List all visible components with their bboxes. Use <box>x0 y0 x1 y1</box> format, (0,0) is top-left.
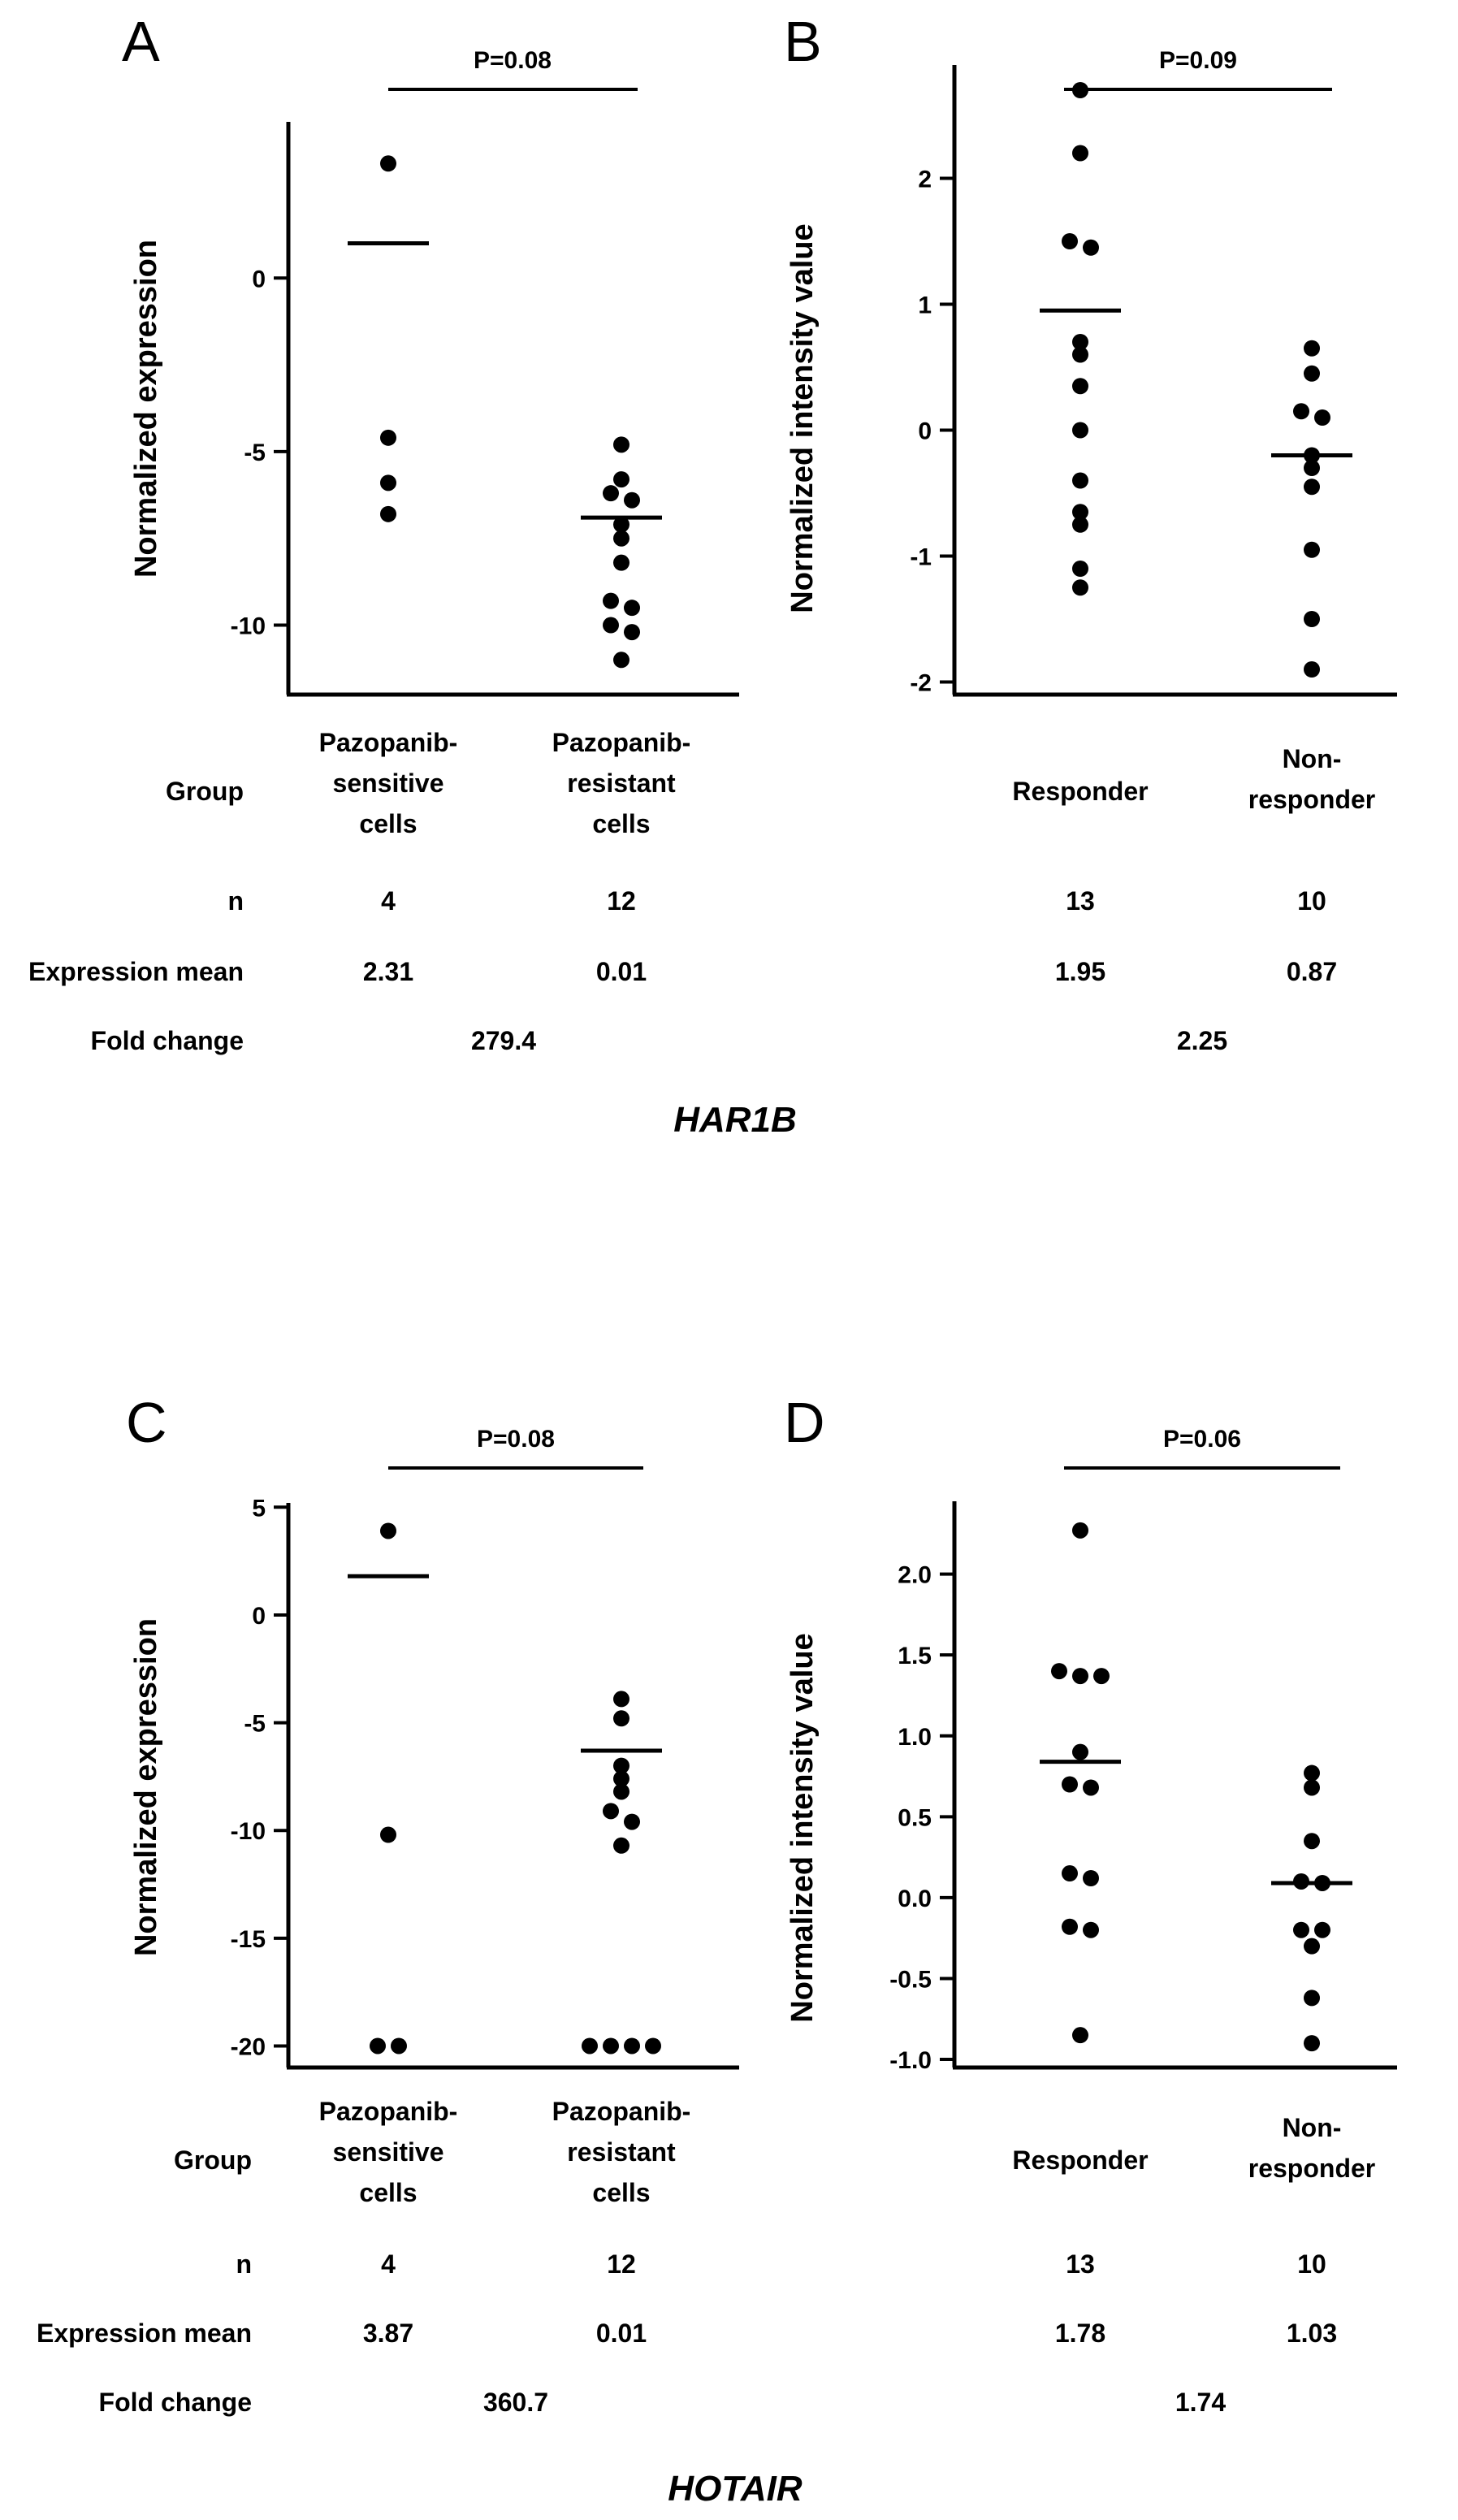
data-point-b <box>1062 233 1078 249</box>
table-n-d-nonresponder: 10 <box>1297 2249 1326 2279</box>
panel-b <box>784 10 1397 814</box>
data-point-d <box>1062 1777 1078 1793</box>
data-point-c <box>603 1803 619 1819</box>
table-mean-d-responder: 1.78 <box>1054 2319 1106 2348</box>
data-point-b <box>1304 460 1320 476</box>
gene-label-har1b: HAR1B <box>673 1100 797 1140</box>
table-mean-c-resistant: 0.01 <box>595 2319 647 2348</box>
data-point-b <box>1072 378 1088 394</box>
category-label-c: Pazopanib- <box>318 2097 458 2126</box>
y-axis-label-c: Normalized expression <box>129 1617 163 1957</box>
data-point-d <box>1304 2035 1320 2051</box>
data-point-a <box>603 593 619 609</box>
table-n-b-responder: 13 <box>1066 886 1095 916</box>
y-tick-label-c: 0 <box>252 1602 266 1630</box>
data-point-b <box>1072 579 1088 595</box>
data-point-b <box>1072 145 1088 162</box>
category-label-b: Non- <box>1282 744 1342 773</box>
data-point-c <box>582 2037 598 2054</box>
y-tick-label-d: -1.0 <box>889 2047 932 2075</box>
data-point-b <box>1314 409 1330 426</box>
data-point-c <box>370 2037 386 2054</box>
data-point-c <box>391 2037 407 2054</box>
data-point-b <box>1072 473 1088 489</box>
y-tick-label-d: 0.5 <box>898 1804 932 1832</box>
panel-label-a: A <box>122 10 160 73</box>
p-value-d: P=0.06 <box>1163 1426 1241 1453</box>
data-point-d <box>1083 1870 1099 1886</box>
data-point-a <box>380 155 396 171</box>
data-point-b <box>1072 517 1088 533</box>
data-point-b <box>1304 661 1320 678</box>
table-n-b-nonresponder: 10 <box>1297 886 1326 916</box>
plot-area-d <box>889 1501 1397 2183</box>
table-mean-b-nonresponder: 0.87 <box>1286 957 1338 986</box>
data-point-c <box>603 2037 619 2054</box>
data-point-a <box>603 485 619 501</box>
y-tick-label-b: 2 <box>918 166 932 193</box>
y-tick-label-d: 2.0 <box>898 1561 932 1589</box>
data-point-d <box>1072 1522 1088 1539</box>
table-har1b <box>28 777 1337 1140</box>
data-point-c <box>613 1838 629 1854</box>
y-tick-label-a: -10 <box>230 613 266 640</box>
category-label-c: Pazopanib- <box>552 2097 691 2126</box>
data-point-d <box>1093 1668 1110 1684</box>
category-label-b: Responder <box>1012 777 1149 806</box>
y-tick-label-d: -0.5 <box>889 1966 932 1994</box>
table-group-label-top: Group <box>166 777 244 806</box>
data-point-d <box>1062 1865 1078 1881</box>
category-label-c: cells <box>592 2178 651 2207</box>
data-point-c <box>624 1814 640 1830</box>
category-label-d: Responder <box>1012 2145 1149 2175</box>
data-point-c <box>613 1783 629 1799</box>
data-point-d <box>1072 1744 1088 1760</box>
plot-area-a <box>231 122 739 838</box>
table-fold-b: 2.25 <box>1176 1026 1228 1055</box>
category-label-a: resistant <box>567 769 676 798</box>
category-label-d: Non- <box>1282 2113 1342 2142</box>
table-n-c-sensitive: 4 <box>381 2249 396 2279</box>
data-point-c <box>380 1827 396 1843</box>
table-n-a-resistant: 12 <box>607 886 636 916</box>
data-point-a <box>613 555 629 571</box>
data-point-a <box>624 624 640 640</box>
p-value-c: P=0.08 <box>477 1426 555 1453</box>
data-point-b <box>1072 561 1088 577</box>
data-point-b <box>1304 611 1320 627</box>
data-point-a <box>613 530 629 547</box>
table-mean-a-sensitive: 2.31 <box>362 957 414 986</box>
category-label-a: Pazopanib- <box>318 728 458 757</box>
table-fold-label-top: Fold change <box>90 1026 244 1055</box>
data-point-a <box>613 652 629 668</box>
category-label-c: sensitive <box>332 2137 444 2167</box>
data-point-d <box>1051 1663 1067 1679</box>
table-fold-a: 279.4 <box>470 1026 537 1055</box>
panel-label-c: C <box>126 1391 167 1454</box>
y-axis-label-a: Normalized expression <box>129 239 163 578</box>
gene-label-hotair: HOTAIR <box>668 2469 803 2509</box>
data-point-c <box>613 1710 629 1726</box>
panel-c <box>126 1391 739 2207</box>
data-point-d <box>1083 1922 1099 1938</box>
y-tick-label-d: 1.5 <box>898 1643 932 1670</box>
y-tick-label-c: -15 <box>230 1925 266 1953</box>
y-tick-label-c: 5 <box>252 1495 266 1522</box>
data-point-b <box>1072 347 1088 363</box>
p-value-a: P=0.08 <box>474 47 552 74</box>
table-mean-b-responder: 1.95 <box>1054 957 1106 986</box>
data-point-c <box>624 2037 640 2054</box>
data-point-a <box>613 436 629 452</box>
data-point-d <box>1304 1938 1320 1955</box>
y-tick-label-b: 0 <box>918 418 932 445</box>
data-point-c <box>380 1522 396 1539</box>
data-point-a <box>380 430 396 446</box>
data-point-d <box>1304 1833 1320 1849</box>
table-n-d-responder: 13 <box>1066 2249 1095 2279</box>
data-point-a <box>624 492 640 509</box>
data-point-d <box>1062 1919 1078 1935</box>
data-point-a <box>380 506 396 522</box>
table-group-label-bottom: Group <box>174 2145 252 2175</box>
data-point-d <box>1072 2027 1088 2043</box>
table-mean-d-nonresponder: 1.03 <box>1286 2319 1338 2348</box>
category-label-b: responder <box>1248 785 1376 814</box>
table-mean-label-top: Expression mean <box>28 957 244 986</box>
y-tick-label-c: -5 <box>244 1710 266 1738</box>
panel-label-d: D <box>784 1391 825 1454</box>
panel-d <box>784 1391 1397 2183</box>
category-label-c: cells <box>359 2178 417 2207</box>
table-mean-c-sensitive: 3.87 <box>362 2319 414 2348</box>
p-value-b: P=0.09 <box>1159 47 1237 74</box>
table-fold-c: 360.7 <box>482 2388 549 2417</box>
y-axis-label-d: Normalized intensity value <box>785 1633 820 2023</box>
data-point-b <box>1072 82 1088 98</box>
y-tick-label-d: 1.0 <box>898 1723 932 1751</box>
plot-area-c <box>231 1495 739 2207</box>
data-point-d <box>1304 1990 1320 2006</box>
data-point-b <box>1304 366 1320 382</box>
category-label-a: Pazopanib- <box>552 728 691 757</box>
data-point-d <box>1083 1779 1099 1795</box>
y-tick-label-b: -2 <box>910 669 932 697</box>
category-label-a: sensitive <box>332 769 444 798</box>
y-tick-label-b: -1 <box>910 543 932 571</box>
table-fold-label-bottom: Fold change <box>98 2388 252 2417</box>
data-point-d <box>1072 1668 1088 1684</box>
y-tick-label-b: 1 <box>918 292 932 319</box>
table-n-label-top: n <box>227 886 244 916</box>
table-mean-a-resistant: 0.01 <box>595 957 647 986</box>
y-tick-label-c: -20 <box>230 2033 266 2061</box>
y-tick-label-c: -10 <box>230 1818 266 1846</box>
data-point-d <box>1293 1922 1309 1938</box>
data-point-d <box>1304 1779 1320 1795</box>
category-label-d: responder <box>1248 2154 1376 2183</box>
category-label-a: cells <box>592 809 651 838</box>
data-point-b <box>1304 478 1320 495</box>
data-point-b <box>1304 542 1320 558</box>
table-n-a-sensitive: 4 <box>381 886 396 916</box>
data-point-a <box>624 600 640 616</box>
y-tick-label-a: 0 <box>252 266 266 293</box>
category-label-a: cells <box>359 809 417 838</box>
data-point-a <box>380 474 396 491</box>
table-mean-label-bottom: Expression mean <box>37 2319 252 2348</box>
table-fold-d: 1.74 <box>1175 2388 1227 2417</box>
data-point-c <box>645 2037 661 2054</box>
y-tick-label-d: 0.0 <box>898 1885 932 1912</box>
plot-area-b <box>910 65 1397 814</box>
data-point-b <box>1072 422 1088 439</box>
table-hotair <box>37 2145 1337 2509</box>
data-point-b <box>1304 340 1320 357</box>
data-point-c <box>613 1691 629 1707</box>
data-point-b <box>1083 240 1099 256</box>
table-n-c-resistant: 12 <box>607 2249 636 2279</box>
data-point-d <box>1314 1922 1330 1938</box>
data-point-d <box>1304 1765 1320 1782</box>
data-point-b <box>1293 403 1309 419</box>
table-n-label-bottom: n <box>236 2249 252 2279</box>
category-label-c: resistant <box>567 2137 676 2167</box>
data-point-a <box>603 617 619 634</box>
panel-a <box>122 10 739 838</box>
data-point-a <box>613 471 629 487</box>
y-tick-label-a: -5 <box>244 439 266 466</box>
panel-label-b: B <box>784 10 822 73</box>
y-axis-label-b: Normalized intensity value <box>785 223 820 613</box>
